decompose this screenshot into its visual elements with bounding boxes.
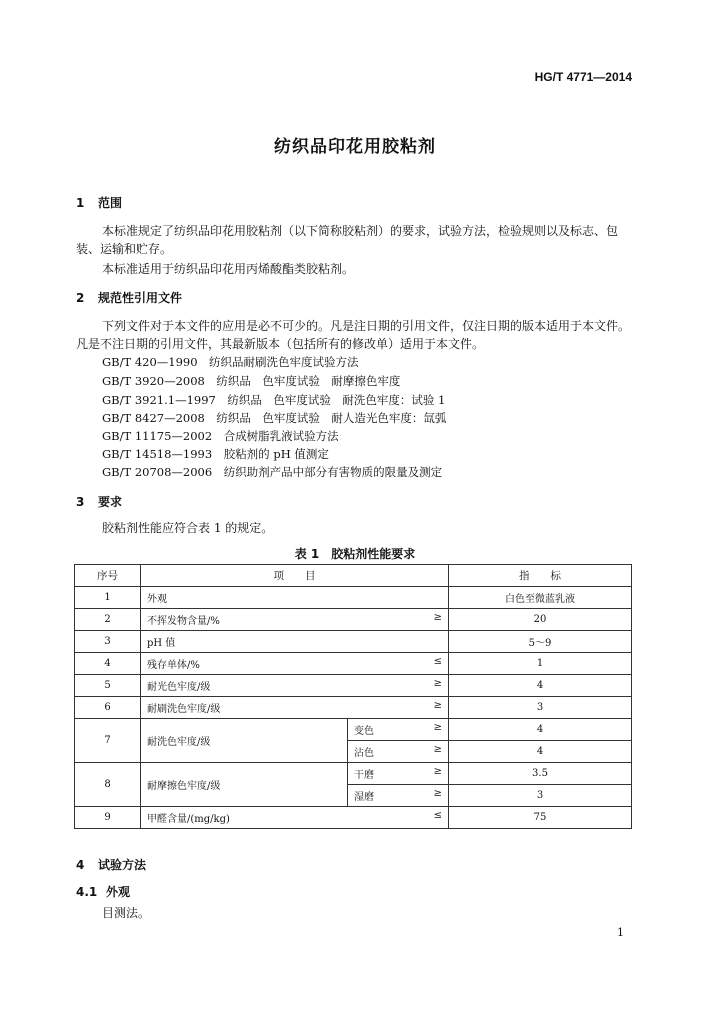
section-1-paragraph-1: 本标准规定了纺织品印花用胶粘剂（以下简称胶粘剂）的要求，试验方法，检验规则以及标志、包装、运输和贮存。: [76, 224, 619, 256]
table-row: [75, 609, 632, 631]
item-label: 甲醛含量/(mg/kg): [147, 814, 230, 825]
subsection-4-1-text: 目测法。: [102, 906, 151, 920]
section-2-heading: [76, 289, 182, 306]
subitem-label: 沾色: [354, 748, 374, 759]
page-number: 1: [617, 926, 624, 939]
header-requirement: 指 标: [449, 565, 632, 587]
cell-value: 3.5: [449, 763, 632, 785]
cell-value: 3: [449, 785, 632, 807]
item-label: pH 值: [147, 638, 176, 649]
cell-item: [141, 587, 449, 609]
section-3-heading: [76, 493, 122, 510]
cell-subitem: [348, 785, 449, 807]
reference-item: GB/T 420—1990 纺织品耐刷洗色牢度试验方法: [102, 355, 359, 369]
cell-item: 耐摩擦色牢度/级: [141, 763, 348, 807]
table-caption: 表 1 胶粘剂性能要求: [294, 547, 416, 561]
reference-item: GB/T 3921.1—1997 纺织品 色牢度试验 耐洗色牢度：试验 1: [102, 393, 446, 407]
table-row: [75, 763, 632, 785]
relation-symbol: ≤: [433, 810, 442, 821]
reference-item: GB/T 20708—2006 纺织助剂产品中部分有害物质的限量及测定: [102, 465, 443, 479]
cell-value: 白色至微蓝乳液: [449, 587, 632, 609]
standard-code: HG/T 4771—2014: [534, 70, 632, 84]
cell-value: 5～9: [449, 631, 632, 653]
section-number: 2: [76, 291, 85, 305]
table-row: [75, 697, 632, 719]
cell-item: [141, 653, 449, 675]
subsection-title: 外观: [106, 885, 131, 899]
cell-value: 20: [449, 609, 632, 631]
cell-item: [141, 697, 449, 719]
cell-value: 3: [449, 697, 632, 719]
section-1-paragraph-2: 本标准适用于纺织品印花用丙烯酸酯类胶粘剂。: [102, 262, 355, 276]
relation-symbol: ≥: [433, 722, 442, 733]
header-item: 项 目: [141, 565, 449, 587]
section-number: 1: [76, 196, 85, 210]
cell-seq: 4: [75, 653, 141, 675]
header-seq: 序号: [75, 565, 141, 587]
cell-item: [141, 609, 449, 631]
relation-symbol: ≥: [433, 744, 442, 755]
cell-seq: 2: [75, 609, 141, 631]
cell-seq: 1: [75, 587, 141, 609]
table-header-row: [75, 565, 632, 587]
cell-item: [141, 631, 449, 653]
table-row: [75, 653, 632, 675]
cell-seq: 9: [75, 807, 141, 829]
requirements-table: [74, 564, 632, 829]
cell-value: 4: [449, 741, 632, 763]
section-title: 规范性引用文件: [98, 291, 183, 305]
reference-item: GB/T 8427—2008 纺织品 色牢度试验 耐人造光色牢度：氙弧: [102, 411, 447, 425]
relation-symbol: ≥: [433, 612, 442, 623]
subitem-label: 变色: [354, 726, 374, 737]
reference-item: GB/T 3920—2008 纺织品 色牢度试验 耐摩擦色牢度: [102, 374, 401, 388]
subsection-number: 4.1: [76, 885, 98, 899]
relation-symbol: ≥: [433, 766, 442, 777]
item-label: 耐刷洗色牢度/级: [147, 704, 221, 715]
subitem-label: 干磨: [354, 770, 374, 781]
cell-seq: 5: [75, 675, 141, 697]
cell-seq: 7: [75, 719, 141, 763]
section-3-paragraph: 胶粘剂性能应符合表 1 的规定。: [102, 521, 274, 535]
reference-item: GB/T 14518—1993 胶粘剂的 pH 值测定: [102, 447, 329, 461]
relation-symbol: ≥: [433, 700, 442, 711]
section-number: 3: [76, 495, 85, 509]
relation-symbol: ≤: [433, 656, 442, 667]
section-2-paragraph: 下列文件对于本文件的应用是必不可少的。凡是注日期的引用文件，仅注日期的版本适用于本文件。凡是不注日期的引用文件，其最新版本（包括所有的修改单）适用于本文件。: [76, 319, 631, 351]
item-label: 不挥发物含量/%: [147, 616, 220, 627]
section-1-heading: [76, 194, 122, 211]
section-title: 要求: [98, 495, 123, 509]
cell-seq: 8: [75, 763, 141, 807]
section-number: 4: [76, 858, 85, 872]
cell-value: 1: [449, 653, 632, 675]
cell-seq: 3: [75, 631, 141, 653]
item-label: 耐光色牢度/级: [147, 682, 211, 693]
table-row: [75, 675, 632, 697]
cell-value: 4: [449, 675, 632, 697]
section-4-heading: [76, 856, 146, 873]
section-title: 试验方法: [98, 858, 147, 872]
table-row: [75, 631, 632, 653]
cell-value: 75: [449, 807, 632, 829]
subitem-label: 湿磨: [354, 792, 374, 803]
reference-item: GB/T 11175—2002 合成树脂乳液试验方法: [102, 429, 339, 443]
item-label: 外观: [147, 594, 167, 605]
relation-symbol: ≥: [433, 788, 442, 799]
table-row: [75, 807, 632, 829]
cell-value: 4: [449, 719, 632, 741]
cell-subitem: [348, 763, 449, 785]
relation-symbol: ≥: [433, 678, 442, 689]
cell-seq: 6: [75, 697, 141, 719]
document-title: 纺织品印花用胶粘剂: [274, 137, 436, 157]
table-row: [75, 719, 632, 741]
cell-item: [141, 807, 449, 829]
subsection-4-1-heading: [76, 883, 130, 900]
section-title: 范围: [98, 196, 123, 210]
cell-subitem: [348, 719, 449, 741]
cell-subitem: [348, 741, 449, 763]
table-row: [75, 587, 632, 609]
cell-item: [141, 675, 449, 697]
item-label: 残存单体/%: [147, 660, 200, 671]
cell-item: 耐洗色牢度/级: [141, 719, 348, 763]
